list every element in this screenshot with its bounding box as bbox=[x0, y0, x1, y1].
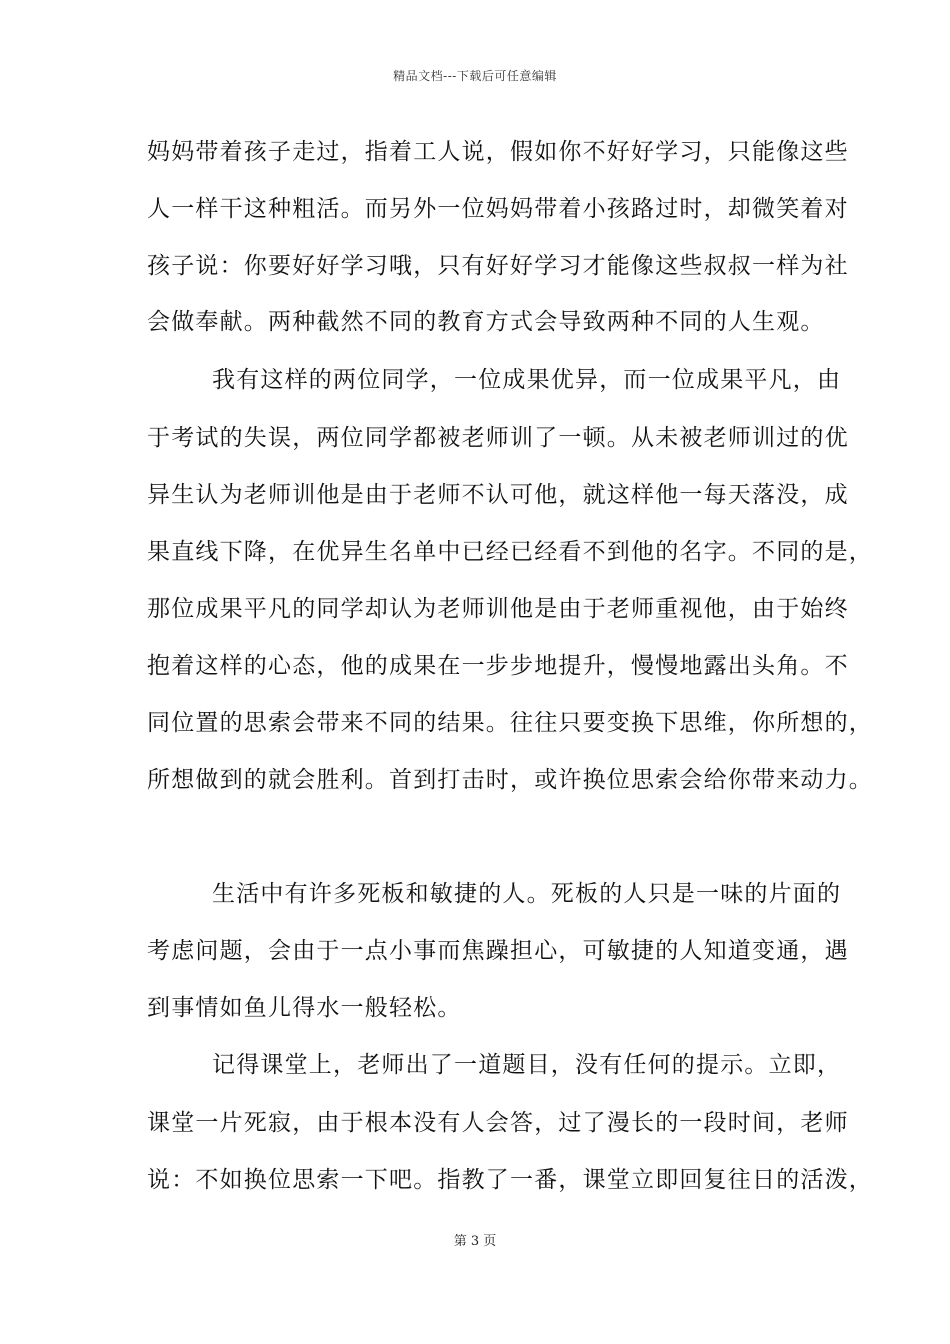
page-header: 精品文档---下载后可任意编辑 bbox=[393, 69, 557, 83]
paragraph-3-line-3: 到事情如鱼儿得水一般轻松。 bbox=[147, 995, 462, 1021]
paragraph-2-line-8: 所想做到的就会胜利。首到打击时，或许换位思索会给你带来动力。 bbox=[147, 767, 873, 793]
paragraph-4-line-3: 说：不如换位思索一下吧。指教了一番，课堂立即回复往日的活泼， bbox=[147, 1167, 873, 1193]
paragraph-2-line-6: 抱着这样的心态，他的成果在一步步地提升，慢慢地露出头角。不 bbox=[147, 653, 849, 679]
paragraph-4-line-1: 记得课堂上，老师出了一道题目，没有任何的提示。立即， bbox=[212, 1052, 842, 1078]
paragraph-3-line-2: 考虑问题，会由于一点小事而焦躁担心，可敏捷的人知道变通，遇 bbox=[147, 938, 849, 964]
paragraph-1-line-2: 人一样干这种粗活。而另外一位妈妈带着小孩路过时，却微笑着对 bbox=[147, 196, 849, 222]
page-number: 第 3 页 bbox=[453, 1234, 497, 1249]
paragraph-2-line-7: 同位置的思索会带来不同的结果。往往只要变换下思维，你所想的， bbox=[147, 710, 873, 736]
paragraph-1-line-4: 会做奉献。两种截然不同的教育方式会导致两种不同的人生观。 bbox=[147, 309, 825, 335]
paragraph-2-line-4: 果直线下降，在优异生名单中已经已经看不到他的名字。不同的是， bbox=[147, 539, 873, 565]
paragraph-1-line-1: 妈妈带着孩子走过，指着工人说，假如你不好好学习，只能像这些 bbox=[147, 139, 849, 165]
paragraph-4-line-2: 课堂一片死寂，由于根本没有人会答，过了漫长的一段时间，老师 bbox=[147, 1110, 849, 1136]
paragraph-1-line-3: 孩子说：你要好好学习哦，只有好好学习才能像这些叔叔一样为社 bbox=[147, 253, 849, 279]
paragraph-3-line-1: 生活中有许多死板和敏捷的人。死板的人只是一味的片面的 bbox=[212, 881, 842, 907]
paragraph-2-line-3: 异生认为老师训他是由于老师不认可他，就这样他一每天落没，成 bbox=[147, 482, 849, 508]
paragraph-2-line-2: 于考试的失误，两位同学都被老师训了一顿。从未被老师训过的优 bbox=[147, 425, 849, 451]
paragraph-2-line-5: 那位成果平凡的同学却认为老师训他是由于老师重视他，由于始终 bbox=[147, 596, 849, 622]
paragraph-2-line-1: 我有这样的两位同学，一位成果优异，而一位成果平凡，由 bbox=[212, 367, 842, 393]
